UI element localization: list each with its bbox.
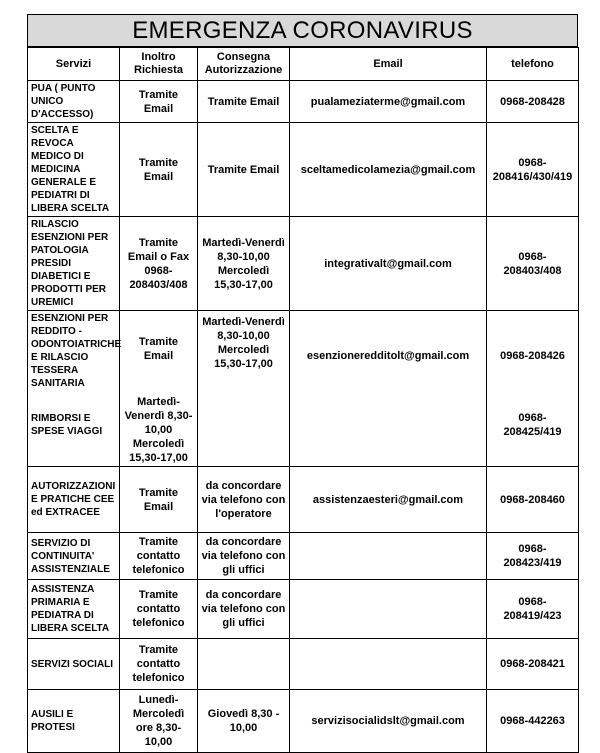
cell-consegna: Martedì-Venerdì 8,30-10,00 Mercoledì 15,30-17,00 xyxy=(198,311,290,467)
cell-servizi xyxy=(28,311,120,467)
table-row xyxy=(28,639,579,690)
cell-email[interactable]: esenzioneredditolt@gmail.com xyxy=(290,311,487,467)
cell-consegna: Giovedì 8,30 - 10,00 xyxy=(198,690,290,753)
cell-consegna: Tramite Email xyxy=(198,81,290,123)
cell-inoltro: Lunedì-Mercoledì ore 8,30-10,00 xyxy=(120,690,198,753)
cell-email[interactable]: pualameziaterme@gmail.com xyxy=(290,81,487,123)
table-row xyxy=(28,81,579,123)
cell-servizi: AUSILI E PROTESI xyxy=(28,690,120,753)
header-consegna: Consegna Autorizzazione xyxy=(198,48,290,81)
cell-inoltro: Tramite Email xyxy=(120,123,198,217)
cell-servizi-secondary: RIMBORSI E SPESE VIAGGI xyxy=(31,413,103,437)
cell-inoltro: Tramite Email xyxy=(120,81,198,123)
cell-consegna: Tramite Email xyxy=(198,123,290,217)
cell-inoltro: Tramite Email xyxy=(120,467,198,533)
table-row xyxy=(28,217,579,311)
table-row xyxy=(28,690,579,753)
cell-inoltro: Tramite contatto telefonico xyxy=(120,639,198,690)
cell-servizi: ASSISTENZA PRIMARIA E PEDIATRA DI LIBERA SCELTA xyxy=(28,580,120,639)
cell-consegna: da concordare via telefono con gli uffici xyxy=(198,580,290,639)
cell-email[interactable]: sceltamedicolamezia@gmail.com xyxy=(290,123,487,217)
cell-servizi: SERVIZI SOCIALI xyxy=(28,639,120,690)
cell-telefono[interactable]: 0968-442263 xyxy=(487,690,579,753)
header-email: Email xyxy=(290,48,487,81)
table-row xyxy=(28,533,579,580)
cell-inoltro: Tramite contatto telefonico xyxy=(120,580,198,639)
cell-servizi: RILASCIO ESENZIONI PER PATOLOGIA PRESIDI DIABETICI E PRODOTTI PER UREMICI xyxy=(28,217,120,311)
cell-email xyxy=(290,533,487,580)
table-row xyxy=(28,123,579,217)
cell-servizi: AUTORIZZAZIONI E PRATICHE CEE ed EXTRACEE xyxy=(28,467,120,533)
cell-telefono-secondary[interactable]: 0968-208425/419 xyxy=(503,412,562,438)
document-sheet xyxy=(27,14,578,753)
cell-inoltro: Tramite contatto telefonico xyxy=(120,533,198,580)
header-row xyxy=(28,48,579,81)
cell-email[interactable]: servizisocialidslt@gmail.com xyxy=(290,690,487,753)
cell-servizi: SERVIZIO DI CONTINUITA' ASSISTENZIALE xyxy=(28,533,120,580)
cell-consegna: da concordare via telefono con l'operatore xyxy=(198,467,290,533)
table-row xyxy=(28,467,579,533)
header-telefono: telefono xyxy=(487,48,579,81)
cell-consegna xyxy=(198,639,290,690)
cell-telefono xyxy=(487,311,579,467)
cell-email xyxy=(290,639,487,690)
page-title: EMERGENZA CORONAVIRUS xyxy=(27,14,578,47)
services-table xyxy=(27,47,579,753)
cell-telefono[interactable]: 0968-208460 xyxy=(487,467,579,533)
cell-inoltro-secondary: Martedì-Venerdì 8,30-10,00 Mercoledì 15,30-17,00 xyxy=(124,396,193,464)
cell-servizi-main: ESENZIONI PER REDDITO - ODONTOIATRICHE E RILASCIO TESSERA SANITARIA xyxy=(31,313,122,389)
cell-telefono-main[interactable]: 0968-208426 xyxy=(500,350,565,362)
header-inoltro: Inoltro Richiesta xyxy=(120,48,198,81)
cell-telefono[interactable]: 0968-208423/419 xyxy=(487,533,579,580)
table-row xyxy=(28,580,579,639)
cell-telefono[interactable]: 0968-208403/408 xyxy=(487,217,579,311)
cell-email xyxy=(290,580,487,639)
cell-consegna: da concordare via telefono con gli uffici xyxy=(198,533,290,580)
cell-telefono[interactable]: 0968-208416/430/419 xyxy=(487,123,579,217)
header-servizi: Servizi xyxy=(28,48,120,81)
cell-email[interactable]: integrativalt@gmail.com xyxy=(290,217,487,311)
cell-inoltro xyxy=(120,311,198,467)
cell-inoltro-main: Tramite Email xyxy=(138,336,179,362)
cell-telefono[interactable]: 0968-208419/423 xyxy=(487,580,579,639)
table-row xyxy=(28,311,579,467)
cell-telefono[interactable]: 0968-208428 xyxy=(487,81,579,123)
cell-servizi: SCELTA E REVOCA MEDICO DI MEDICINA GENERALE E PEDIATRI DI LIBERA SCELTA xyxy=(28,123,120,217)
cell-email[interactable]: assistenzaesteri@gmail.com xyxy=(290,467,487,533)
cell-servizi: PUA ( PUNTO UNICO D'ACCESSO) xyxy=(28,81,120,123)
cell-consegna: Martedì-Venerdì 8,30-10,00 Mercoledì 15,30-17,00 xyxy=(198,217,290,311)
cell-inoltro: Tramite Email o Fax 0968-208403/408 xyxy=(120,217,198,311)
cell-telefono[interactable]: 0968-208421 xyxy=(487,639,579,690)
